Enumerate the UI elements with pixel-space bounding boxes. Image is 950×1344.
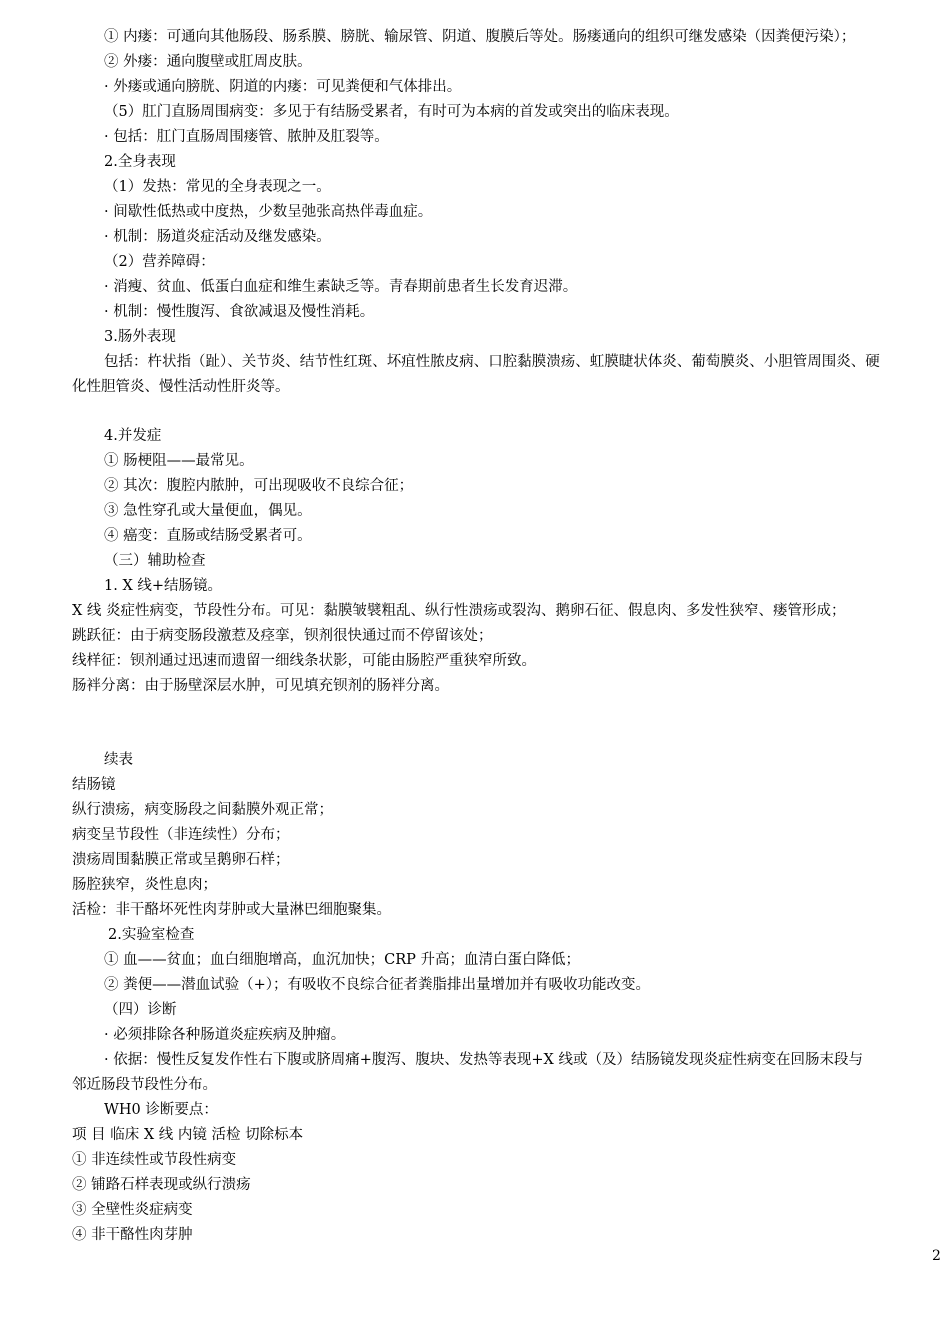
section-heading: （四）诊断	[104, 1002, 177, 1018]
text-line: ④ 癌变：直肠或结肠受累者可。	[104, 528, 312, 544]
section-heading: 2.实验室检查	[108, 927, 195, 943]
section-heading: 2.全身表现	[104, 154, 176, 170]
text-line: 线样征：钡剂通过迅速而遗留一细线条状影，可能由肠腔严重狭窄所致。	[72, 653, 536, 669]
text-line: · 机制：肠道炎症活动及继发感染。	[104, 229, 331, 245]
text-line: 邻近肠段节段性分布。	[72, 1077, 217, 1093]
text-line: 肠袢分离：由于肠壁深层水肿，可见填充钡剂的肠袢分离。	[72, 678, 449, 694]
text-line: ② 外瘘：通向腹壁或肛周皮肤。	[104, 54, 312, 70]
text-line: WH0 诊断要点：	[104, 1102, 218, 1118]
section-heading: 3.肠外表现	[104, 329, 176, 345]
text-line: 病变呈节段性（非连续性）分布；	[72, 827, 290, 843]
text-line: （5）肛门直肠周围病变：多见于有结肠受累者，有时可为本病的首发或突出的临床表现。	[104, 104, 679, 120]
text-line: 活检：非干酪坏死性肉芽肿或大量淋巴细胞聚集。	[72, 902, 391, 918]
text-line: ③ 急性穿孔或大量便血，偶见。	[104, 503, 312, 519]
section-heading: 4.并发症	[104, 428, 162, 444]
text-line: 肠腔狭窄，炎性息肉；	[72, 877, 217, 893]
text-line: ① 内瘘：可通向其他肠段、肠系膜、膀胱、输尿管、阴道、腹膜后等处。肠瘘通向的组织可继发感染（因粪便污染）；	[104, 29, 856, 45]
text-line: 结肠镜	[72, 777, 116, 793]
text-line: 包括：杵状指（趾）、关节炎、结节性红斑、坏疽性脓皮病、口腔黏膜溃疡、虹膜睫状体炎、葡萄膜炎、小胆管周围炎、硬	[104, 354, 880, 370]
text-line: ① 肠梗阻——最常见。	[104, 453, 254, 469]
text-line: 跳跃征：由于病变肠段激惹及痉挛，钡剂很快通过而不停留该处；	[72, 628, 493, 644]
section-heading: （三）辅助检查	[104, 553, 206, 569]
list-item: ① 非连续性或节段性病变	[72, 1152, 237, 1168]
text-line: 溃疡周围黏膜正常或呈鹅卵石样；	[72, 852, 290, 868]
text-line: · 间歇性低热或中度热，少数呈弛张高热伴毒血症。	[104, 204, 433, 220]
text-line: 续表	[104, 752, 133, 768]
text-line: · 依据：慢性反复发作性右下腹或脐周痛+腹泻、腹块、发热等表现+X 线或（及）结肠镜发现炎症性病变在回肠末段与	[104, 1052, 863, 1068]
text-line: ② 粪便——潜血试验（+）；有吸收不良综合征者粪脂排出量增加并有吸收功能改变。	[104, 977, 651, 993]
text-line: · 外瘘或通向膀胱、阴道的内瘘：可见粪便和气体排出。	[104, 79, 462, 95]
text-line: （1）发热：常见的全身表现之一。	[104, 179, 331, 195]
table-header-line: 项 目 临床 X 线 内镜 活检 切除标本	[72, 1127, 304, 1143]
list-item: ② 铺路石样表现或纵行溃疡	[72, 1177, 251, 1193]
text-line: 化性胆管炎、慢性活动性肝炎等。	[72, 379, 290, 395]
page-number: 2	[932, 1248, 941, 1264]
text-line: X 线 炎症性病变，节段性分布。可见：黏膜皱襞粗乱、纵行性溃疡或裂沟、鹅卵石征、假息肉、多发性狭窄、瘘管形成；	[72, 603, 846, 619]
text-line: 纵行溃疡，病变肠段之间黏膜外观正常；	[72, 802, 333, 818]
text-line: （2）营养障碍：	[104, 254, 215, 270]
text-line: ② 其次：腹腔内脓肿，可出现吸收不良综合征；	[104, 478, 414, 494]
text-line: · 必须排除各种肠道炎症疾病及肿瘤。	[104, 1027, 346, 1043]
text-line: ① 血——贫血；血白细胞增高，血沉加快；CRP 升高；血清白蛋白降低；	[104, 952, 580, 968]
text-line: · 机制：慢性腹泻、食欲减退及慢性消耗。	[104, 304, 375, 320]
list-item: ③ 全壁性炎症病变	[72, 1202, 193, 1218]
text-line: · 消瘦、贫血、低蛋白血症和维生素缺乏等。青春期前患者生长发育迟滞。	[104, 279, 578, 295]
text-line: 1. X 线+结肠镜。	[104, 578, 223, 594]
text-line: · 包括：肛门直肠周围瘘管、脓肿及肛裂等。	[104, 129, 389, 145]
list-item: ④ 非干酪性肉芽肿	[72, 1227, 193, 1243]
